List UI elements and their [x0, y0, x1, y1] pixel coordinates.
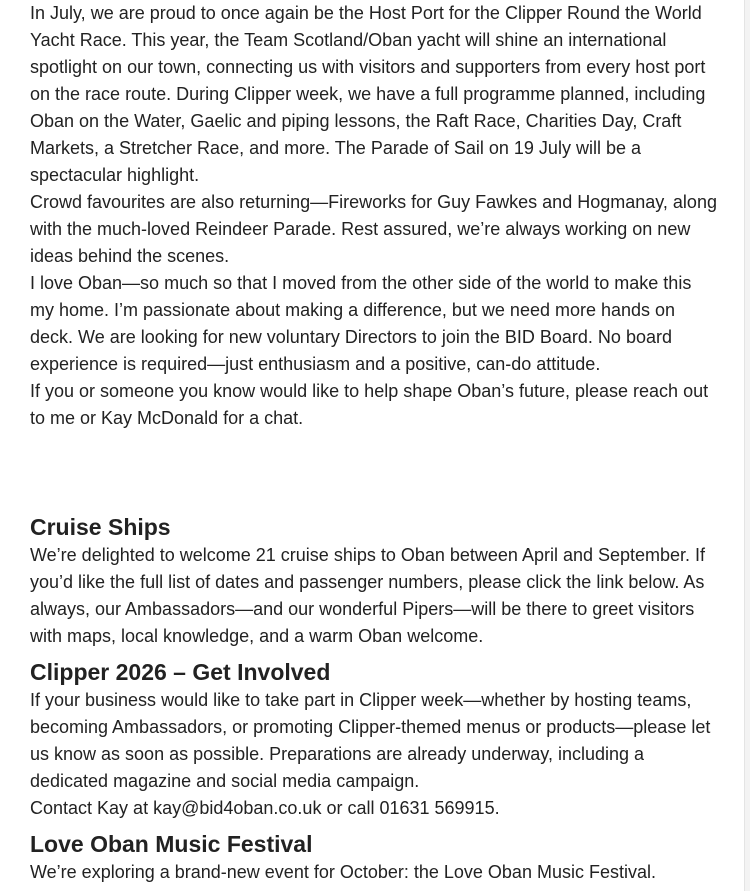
intro-paragraph-favourites: Crowd favourites are also returning—Fireworks for Guy Fawkes and Hogmanay, along with the much-loved Reindeer Parade. Rest assured, we’re always working on new ideas behind the scenes. — [30, 192, 717, 266]
music-festival-heading: Love Oban Music Festival — [30, 831, 313, 857]
newsletter-content — [30, 0, 720, 886]
intro-paragraph-directors: I love Oban—so much so that I moved from the other side of the world to make this my home. I’m passionate about making a difference, but we need more hands on deck. We are looking for new voluntary Directors to join the BID Board. No board experience is required—just enthusiasm and a positive, can-do attitude. — [30, 273, 692, 374]
cruise-ships-body: We’re delighted to welcome 21 cruise ships to Oban between April and September. If you’d like the full list of dates and passenger numbers, please click the link below. As always, our Ambassadors—and our wonderful Pipers—will be there to greet visitors with maps, local knowledge, and a warm Oban welcome. — [30, 545, 706, 646]
music-festival-body: We’re exploring a brand-new event for October: the Love Oban Music Festival. — [30, 862, 656, 882]
clipper-contact: Contact Kay at kay@bid4oban.co.uk or call 01631 569915. — [30, 798, 500, 818]
intro-paragraph-contact: If you or someone you know would like to help shape Oban’s future, please reach out to me or Kay McDonald for a chat. — [30, 381, 709, 428]
clipper-body: If your business would like to take part in Clipper week—whether by hosting teams, becoming Ambassadors, or promoting Clipper-themed menus or products—please let us know as soon as possible. Preparations are already underway, including a dedicated magazine and social media campaign. — [30, 690, 711, 791]
intro-paragraph-clipper: In July, we are proud to once again be the Host Port for the Clipper Round the World Yacht Race. This year, the Team Scotland/Oban yacht will shine an international spotlight on our town, connecting us with visitors and supporters from every host port on the race route. During Clipper week, we have a full programme planned, including Oban on the Water, Gaelic and piping lessons, the Raft Race, Charities Day, Craft Markets, a Stretcher Race, and more. The Parade of Sail on 19 July will be a spectacular highlight. — [30, 3, 706, 185]
clipper-heading: Clipper 2026 – Get Involved — [30, 659, 331, 685]
cruise-ships-heading: Cruise Ships — [30, 514, 171, 540]
page-edge-scrollbar[interactable] — [744, 0, 750, 891]
